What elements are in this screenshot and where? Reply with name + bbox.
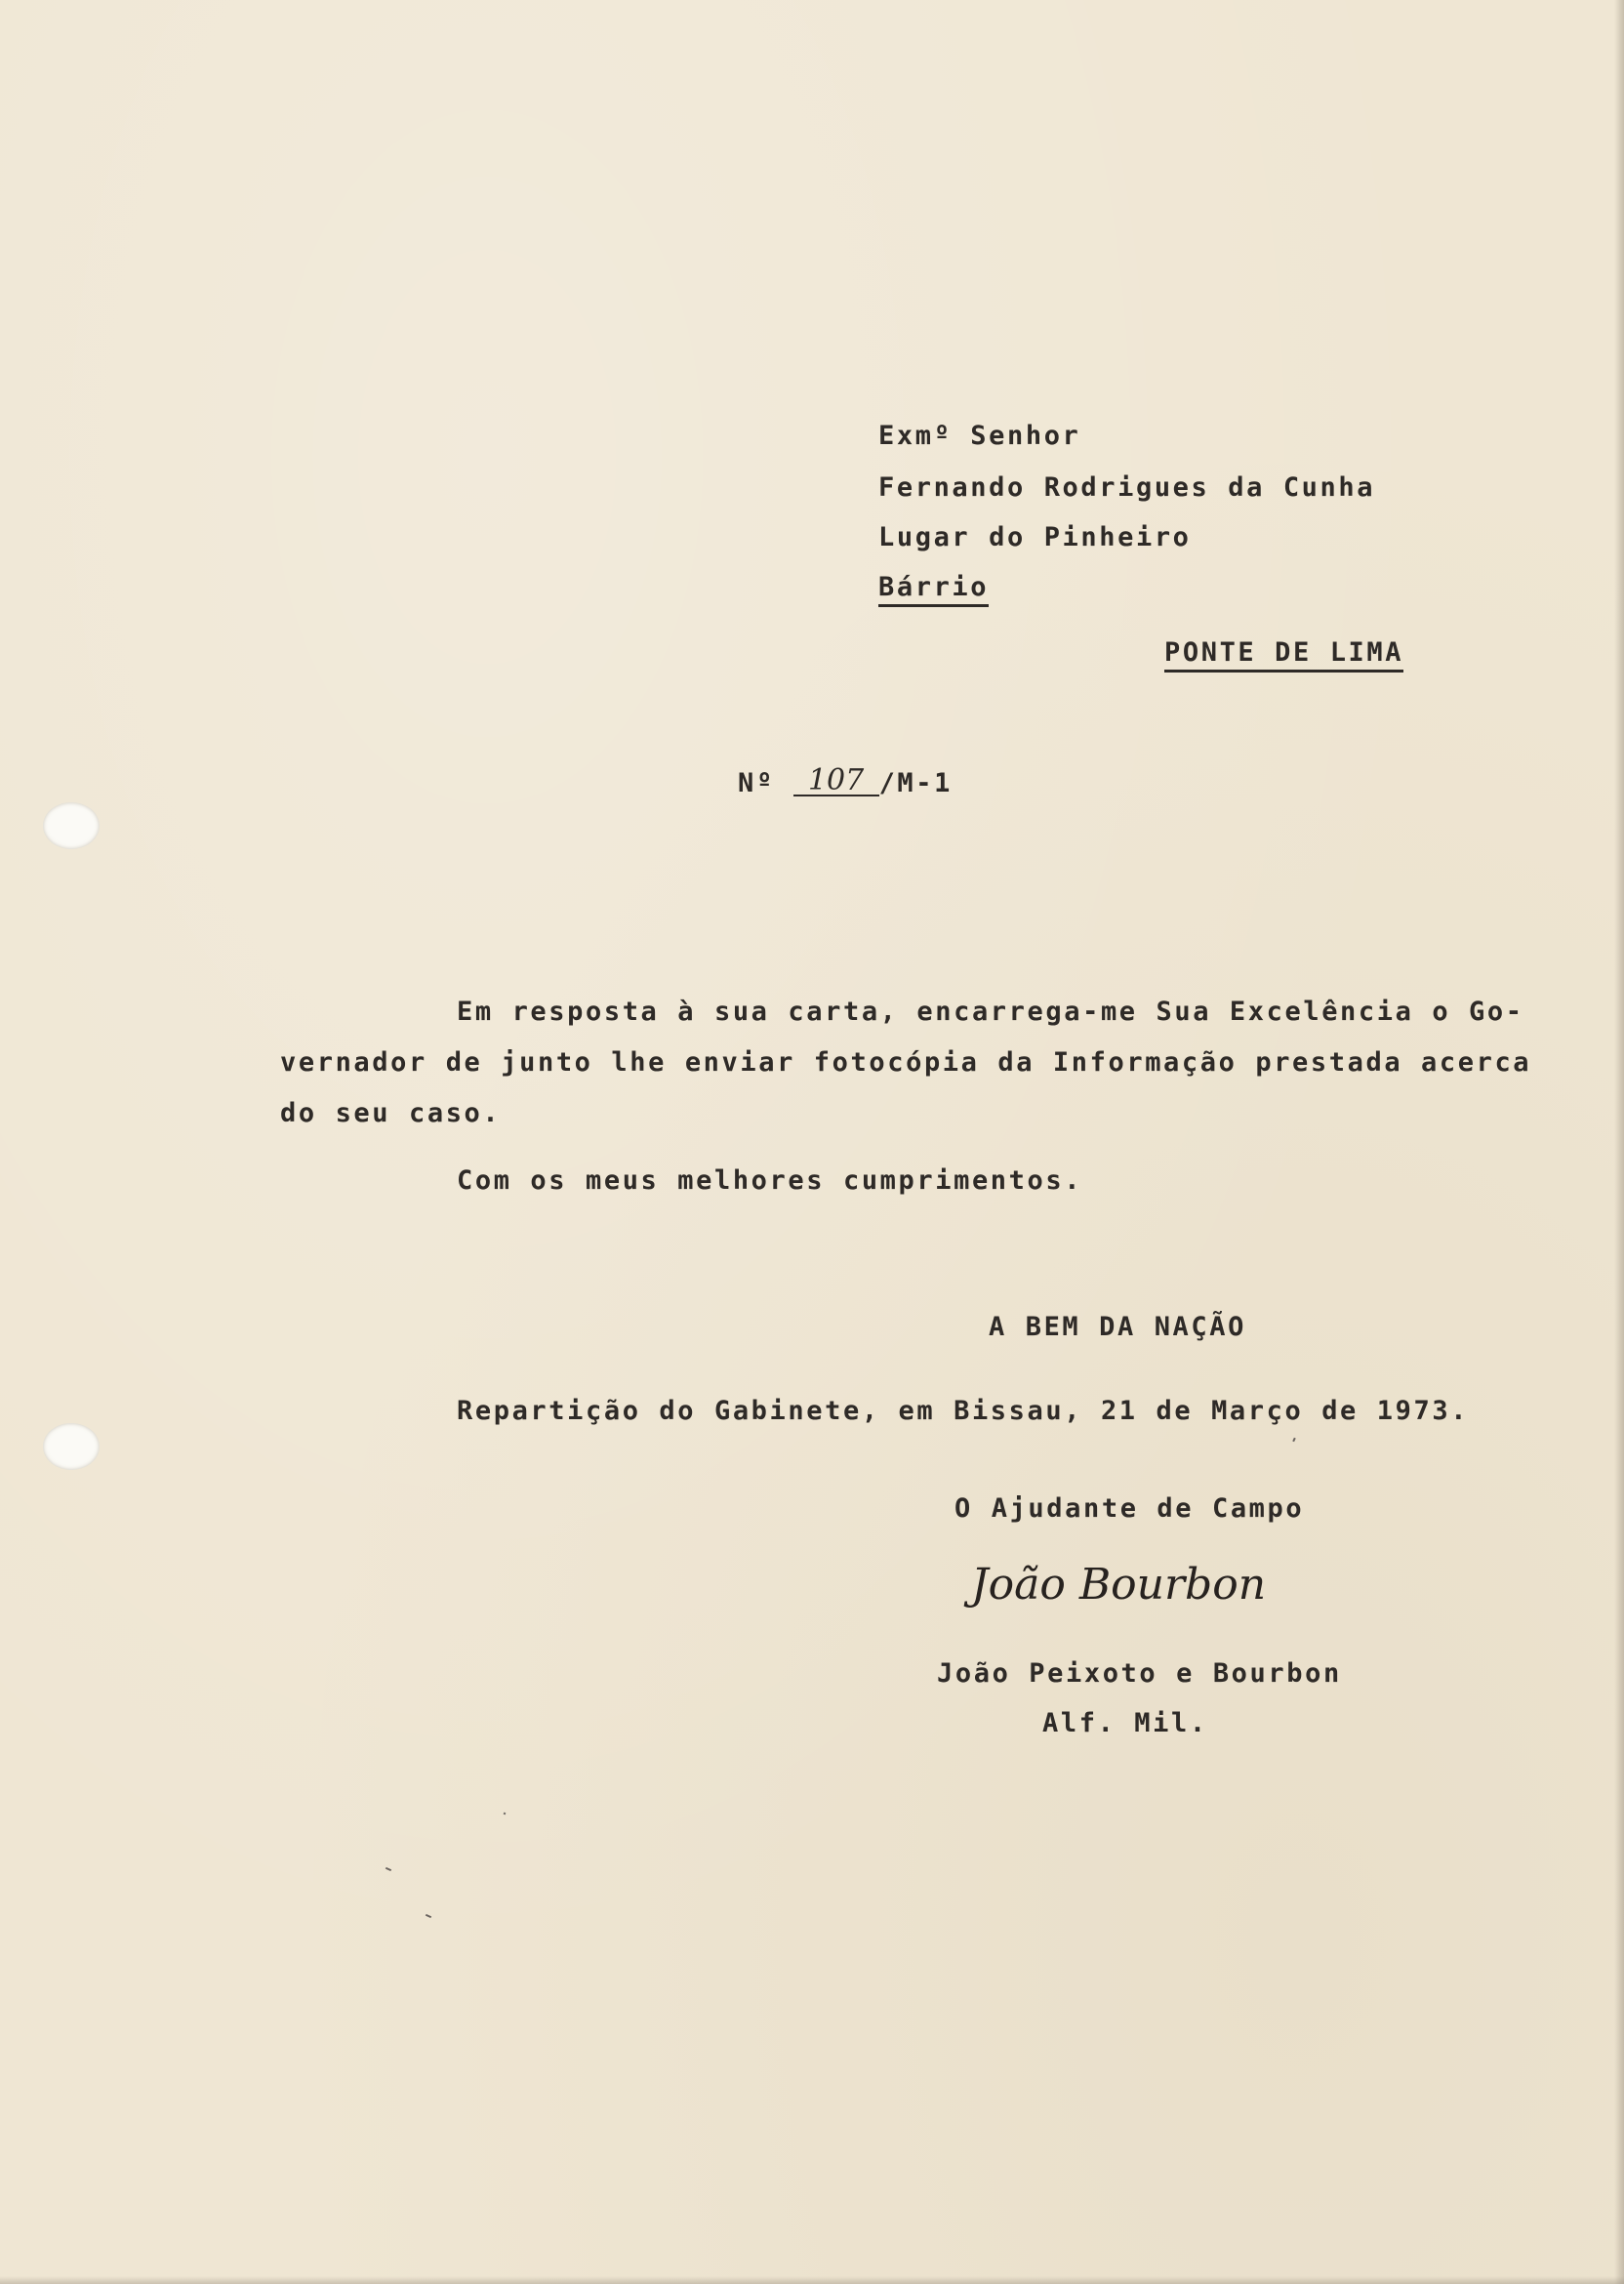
signatory-role: O Ajudante de Campo bbox=[954, 1493, 1305, 1524]
handwritten-signature: João Bourbon bbox=[971, 1560, 1267, 1610]
reference-suffix: /M-1 bbox=[878, 768, 953, 798]
motto: A BEM DA NAÇÃO bbox=[989, 1312, 1246, 1342]
recipient-address: Lugar do Pinheiro bbox=[878, 522, 1192, 552]
recipient-name: Fernando Rodrigues da Cunha bbox=[878, 472, 1376, 503]
signatory-rank: Alf. Mil. bbox=[1042, 1708, 1208, 1738]
punch-hole-top bbox=[43, 802, 100, 849]
scan-speck bbox=[386, 1867, 391, 1871]
scan-speck bbox=[426, 1914, 431, 1918]
reference-number bbox=[738, 763, 953, 798]
recipient-town: PONTE DE LIMA bbox=[1164, 637, 1403, 673]
body-line-1: Em resposta à sua carta, encarrega-me Sua Excelência o Go- bbox=[457, 997, 1524, 1027]
reference-prefix: Nº bbox=[738, 768, 775, 798]
reference-handwritten-number: 107 bbox=[793, 767, 879, 796]
recipient-salutation: Exmº Senhor bbox=[878, 421, 1081, 451]
scan-speck bbox=[1292, 1438, 1296, 1442]
scan-speck bbox=[504, 1813, 507, 1815]
place-date: Repartição do Gabinete, em Bissau, 21 de Março de 1973. bbox=[457, 1396, 1470, 1426]
recipient-locality: Bárrio bbox=[878, 572, 989, 607]
body-line-2: vernador de junto lhe enviar fotocópia da Informação prestada acerca bbox=[280, 1047, 1532, 1078]
punch-hole-bottom bbox=[43, 1423, 100, 1470]
page-edge-shadow bbox=[1614, 0, 1624, 2284]
signatory-name: João Peixoto e Bourbon bbox=[937, 1658, 1342, 1689]
body-line-3: do seu caso. bbox=[280, 1098, 502, 1128]
closing-line: Com os meus melhores cumprimentos. bbox=[457, 1165, 1083, 1196]
page-edge-shadow-bottom bbox=[0, 2276, 1624, 2284]
